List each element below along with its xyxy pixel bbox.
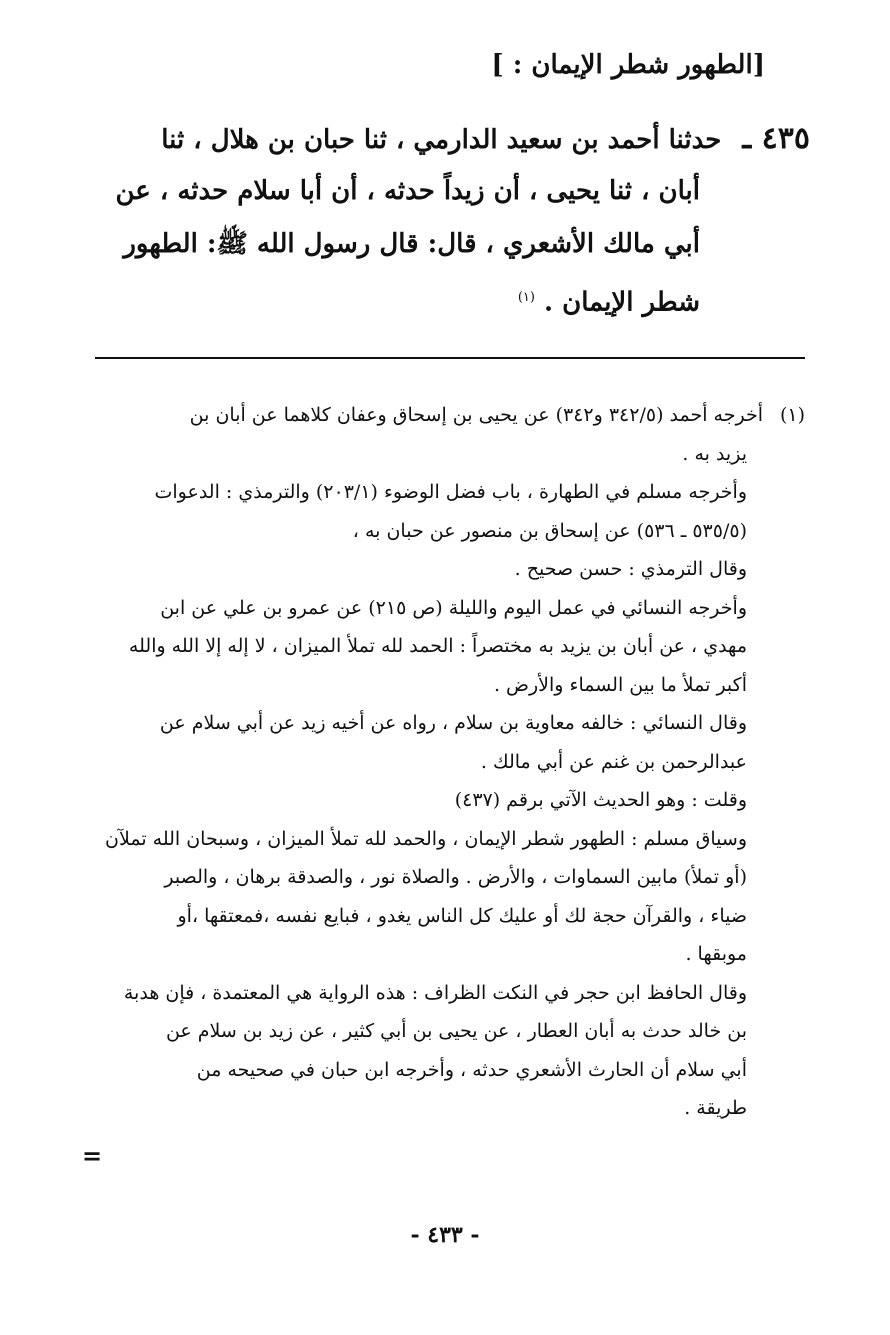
hadith-line-text: أبي مالك الأشعري ، قال: قال رسول الله ﷺ: الطهور	[123, 229, 700, 259]
footnote-line: (٥٣٥/٥ ـ ٥٣٦) عن إسحاق بن منصور عن حبان به ،	[352, 519, 747, 542]
hadith-number: ٤٣٥ ـ	[742, 121, 810, 156]
footnote-line: أكبر تملأ ما بين السماء والأرض .	[493, 673, 747, 696]
footnote-reference: (١)	[517, 290, 535, 305]
hadith-line-text: شطر الإيمان .	[544, 287, 700, 318]
footnote-block	[85, 396, 805, 1128]
footnote-line: عبدالرحمن بن غنم عن أبي مالك .	[480, 750, 747, 773]
continuation-mark: =	[82, 1141, 103, 1170]
footnote-line: ضياء ، والقرآن حجة لك أو عليك كل الناس يغدو ، فبايع نفسه ،فمعتقها ،أو	[177, 904, 747, 927]
footnote-line: بن خالد حدث به أبان العطار ، عن يحيى بن أبي كثير ، عن زيد بن سلام عن	[165, 1020, 747, 1042]
hadith-line-1	[90, 112, 810, 165]
hadith-line-text: أبان ، ثنا يحيى ، أن زيداً حدثه ، أن أبا سلام حدثه ، عن	[115, 176, 700, 206]
footnote-line: مهدي ، عن أبان بن يزيد به مختصراً : الحمد لله تملأ الميزان ، لا إله إلا الله والله	[128, 635, 747, 657]
footnote-line: أبي سلام أن الحارث الأشعري حدثه ، وأخرجه ابن حبان في صحيحه من	[196, 1058, 747, 1081]
footnote-text: أخرجه أحمد (٣٤٢/٥ و٣٤٢) عن يحيى بن إسحاق وعفان كلاهما عن أبان بن	[189, 404, 763, 426]
footnote-divider	[95, 357, 805, 359]
footnote-line: وقال الترمذي : حسن صحيح .	[514, 558, 747, 580]
footnote-line: يزيد به .	[682, 442, 747, 465]
section-heading: [الطهور شطر الإيمان : ]	[491, 50, 765, 80]
footnote-line: طريقة .	[684, 1097, 747, 1119]
footnote-line: وسياق مسلم : الطهور شطر الإيمان ، والحمد لله تملأ الميزان ، وسبحان الله تملآن	[105, 827, 747, 850]
hadith-line-2	[90, 165, 810, 218]
hadith-line-3	[90, 218, 810, 271]
page-number: - ٤٣٣ -	[410, 1222, 480, 1248]
footnote-line: وقال النسائي : خالفه معاوية بن سلام ، رواه عن أخيه زيد عن أبي سلام عن	[159, 712, 747, 734]
footnote-line: موبقها .	[685, 943, 747, 965]
hadith-line-4	[90, 271, 810, 324]
footnote-line: وأخرجه النسائي في عمل اليوم والليلة (ص ٢١٥) عن عمرو بن علي عن ابن	[160, 596, 747, 619]
footnote-line	[85, 396, 805, 435]
hadith-text	[90, 112, 810, 324]
hadith-line-text: حدثنا أحمد بن سعيد الدارمي ، ثنا حبان بن هلال ، ثنا	[161, 125, 722, 155]
footnote-line: وقلت : وهو الحديث الآتي برقم (٤٣٧)	[454, 789, 747, 811]
footnote-line: وأخرجه مسلم في الطهارة ، باب فضل الوضوء (٢٠٣/١) والترمذي : الدعوات	[154, 481, 747, 503]
footnote-line: وقال الحافظ ابن حجر في النكت الظراف : هذه الرواية هي المعتمدة ، فإن هدبة	[123, 981, 747, 1004]
footnote-marker: (١)	[779, 404, 805, 426]
footnote-line: (أو تملأ) مابين السماوات ، والأرض . والصلاة نور ، والصدقة برهان ، والصبر	[164, 866, 747, 888]
